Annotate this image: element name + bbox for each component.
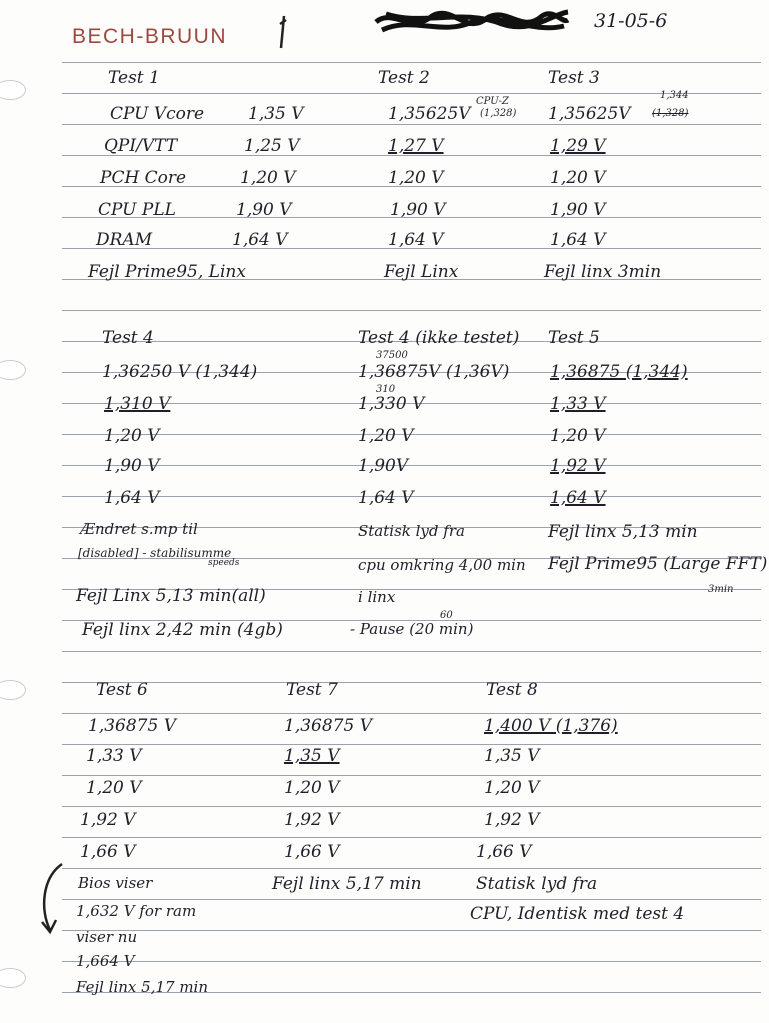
test5-value: 1,33 V <box>550 394 606 414</box>
ruled-line <box>62 961 761 962</box>
label-qpi-vtt: QPI/VTT <box>104 136 178 156</box>
ruled-line <box>62 868 761 869</box>
pen-mark-icon <box>276 14 290 50</box>
test8-note: CPU, Identisk med test 4 <box>470 904 685 924</box>
test5-value: 1,92 V <box>550 456 606 476</box>
test4b-note: Statisk lyd fra <box>358 522 465 540</box>
test4-value: 1,310 V <box>104 394 171 414</box>
test1-value: 1,25 V <box>244 136 300 156</box>
ruled-line <box>62 837 761 838</box>
test8-value: 1,400 V (1,376) <box>484 716 618 736</box>
label-cpu-pll: CPU PLL <box>98 200 176 220</box>
label-dram: DRAM <box>96 230 153 250</box>
ruled-line <box>62 651 761 652</box>
test4-value: 1,90 V <box>104 456 160 476</box>
curved-arrow-icon <box>36 860 76 940</box>
test3-note: (1,328) <box>652 108 689 119</box>
ruled-line <box>62 744 761 745</box>
label-cpu-vcore: CPU Vcore <box>110 104 205 124</box>
test4b-note-small: 60 <box>440 610 453 621</box>
test8-value: 1,35 V <box>484 746 540 766</box>
test5-note: Fejl linx 5,13 min <box>548 522 698 542</box>
test2-value: 1,90 V <box>390 200 446 220</box>
test8-value: 1,92 V <box>484 810 540 830</box>
ruled-line <box>62 310 761 311</box>
test5-value: 1,36875 (1,344) <box>550 362 688 382</box>
test5-note: 3min <box>708 584 734 595</box>
test5-header: Test 5 <box>548 328 600 348</box>
scribbled-out-text-icon <box>372 4 572 40</box>
test2-value: 1,20 V <box>388 168 444 188</box>
test4-value: 1,36250 V (1,344) <box>102 362 258 382</box>
binder-hole <box>0 968 26 988</box>
test8-value: 1,20 V <box>484 778 540 798</box>
test2-result: Fejl Linx <box>384 262 459 282</box>
test6-value: 1,20 V <box>86 778 142 798</box>
test4b-value: 1,90V <box>358 456 409 476</box>
test7-value: 1,20 V <box>284 778 340 798</box>
test6-note: Bios viser <box>78 874 153 892</box>
test1-value: 1,64 V <box>232 230 288 250</box>
test1-value: 1,20 V <box>240 168 296 188</box>
test8-header: Test 8 <box>486 680 538 700</box>
binder-hole <box>0 680 26 700</box>
test3-header: Test 3 <box>548 68 600 88</box>
test3-value: 1,35625V <box>548 104 631 124</box>
test5-note: Fejl Prime95 (Large FFT) <box>548 554 768 574</box>
binder-hole <box>0 80 26 100</box>
ruled-line <box>62 465 761 466</box>
test4b-value: 1,36875V (1,36V) <box>358 362 510 382</box>
test3-value: 1,64 V <box>550 230 606 250</box>
test4b-note: 37500 <box>376 350 408 361</box>
test6-note: 1,664 V <box>76 952 135 970</box>
test7-note: Fejl linx 5,17 min <box>272 874 422 894</box>
test6-value: 1,66 V <box>80 842 136 862</box>
test6-header: Test 6 <box>96 680 148 700</box>
test4-value: 1,20 V <box>104 426 160 446</box>
test2-value: 1,27 V <box>388 136 444 156</box>
test1-value: 1,90 V <box>236 200 292 220</box>
test7-value: 1,92 V <box>284 810 340 830</box>
ruled-line <box>62 124 761 125</box>
test7-value: 1,36875 V <box>284 716 372 736</box>
test6-note: viser nu <box>76 928 138 946</box>
ruled-line <box>62 899 761 900</box>
test6-value: 1,33 V <box>86 746 142 766</box>
test3-value: 1,90 V <box>550 200 606 220</box>
page-date: 31-05-6 <box>594 10 668 32</box>
test8-value: 1,66 V <box>476 842 532 862</box>
test4-note: Fejl linx 2,42 min (4gb) <box>82 620 283 640</box>
test6-note: 1,632 V for ram <box>76 902 197 920</box>
test5-value: 1,20 V <box>550 426 606 446</box>
test3-result: Fejl linx 3min <box>544 262 662 282</box>
ruled-line <box>62 682 761 683</box>
test4b-value: 1,20 V <box>358 426 414 446</box>
ruled-line <box>62 93 761 94</box>
ruled-line <box>62 806 761 807</box>
test4-value: 1,64 V <box>104 488 160 508</box>
test4b-value: 1,64 V <box>358 488 414 508</box>
test8-note: Statisk lyd fra <box>476 874 598 894</box>
test4b-note: 310 <box>376 384 396 395</box>
test4-note: Ændret s.mp til <box>80 520 198 538</box>
ruled-line <box>62 775 761 776</box>
test4-note: [disabled] - stabilisumme <box>78 546 232 560</box>
test6-note: Fejl linx 5,17 min <box>76 978 209 996</box>
test3-value: 1,20 V <box>550 168 606 188</box>
test1-header: Test 1 <box>108 68 160 88</box>
test7-value: 1,66 V <box>284 842 340 862</box>
test5-value: 1,64 V <box>550 488 606 508</box>
test2-note: (1,328) <box>480 108 517 119</box>
test3-note: 1,344 <box>660 90 689 101</box>
test4b-note: cpu omkring 4,00 min <box>358 556 526 574</box>
ruled-line <box>62 713 761 714</box>
label-pch-core: PCH Core <box>100 168 187 188</box>
test3-value: 1,29 V <box>550 136 606 156</box>
test4b-note: i linx <box>358 588 396 606</box>
test7-header: Test 7 <box>286 680 338 700</box>
ruled-line <box>62 62 761 63</box>
test4b-note: - Pause (20 min) <box>350 620 474 638</box>
test1-result: Fejl Prime95, Linx <box>88 262 246 282</box>
test6-value: 1,92 V <box>80 810 136 830</box>
binder-hole <box>0 360 26 380</box>
test4-header: Test 4 <box>102 328 154 348</box>
test4b-value: 1,330 V <box>358 394 425 414</box>
test7-value: 1,35 V <box>284 746 340 766</box>
test4b-header: Test 4 (ikke testet) <box>358 328 520 348</box>
test1-value: 1,35 V <box>248 104 304 124</box>
ruled-line <box>62 930 761 931</box>
brand-logo-text: BECH-BRUUN <box>72 25 228 48</box>
test6-value: 1,36875 V <box>88 716 176 736</box>
test2-value: 1,64 V <box>388 230 444 250</box>
test2-value: 1,35625V <box>388 104 471 124</box>
test4-note: Fejl Linx 5,13 min(all) <box>76 586 266 606</box>
test2-note: CPU-Z <box>476 96 509 107</box>
test4-note-small: speeds <box>208 558 240 568</box>
test2-header: Test 2 <box>378 68 430 88</box>
